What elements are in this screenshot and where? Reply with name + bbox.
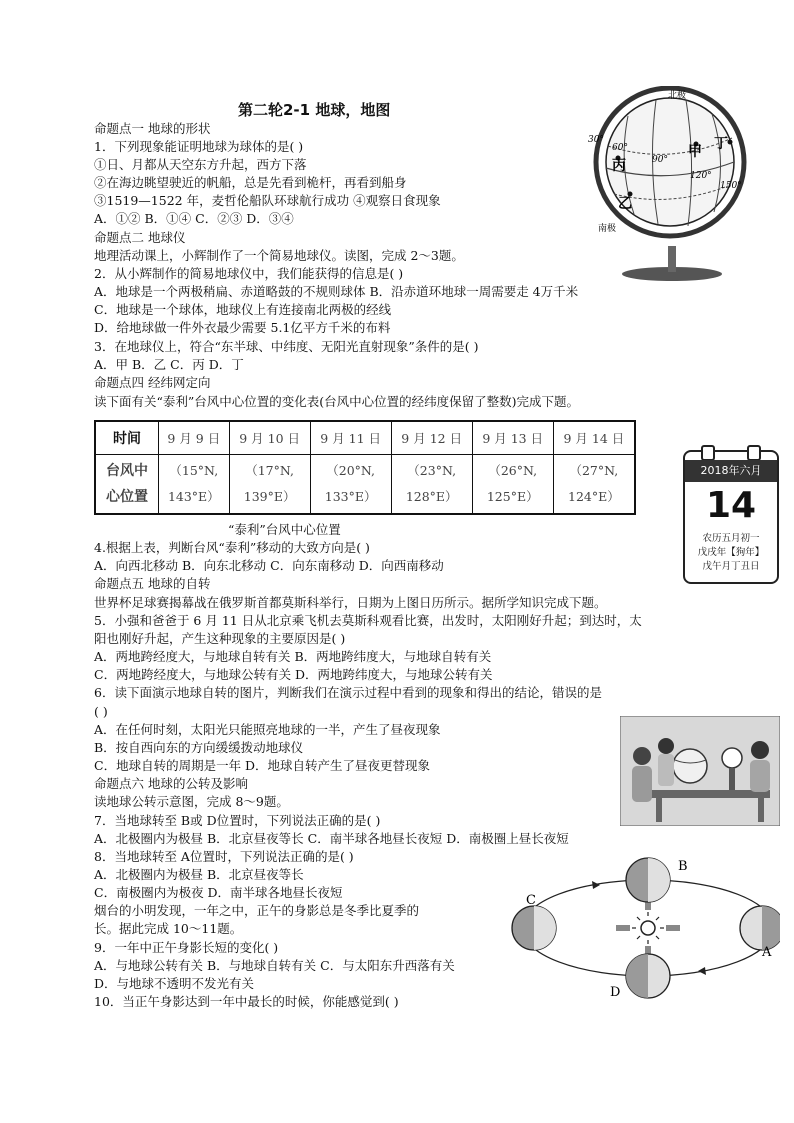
student-icon bbox=[658, 738, 674, 754]
table-date-cell: 9 月 10 日 bbox=[229, 421, 310, 455]
south-pole-label: 南极 bbox=[598, 224, 617, 234]
position-label-d: D bbox=[610, 985, 621, 1000]
question-text: 10．当正午身影达到一年中最长的时候，你能感觉到( ) bbox=[94, 994, 399, 1009]
table-position-cell: （17°N, 139°E） bbox=[229, 455, 310, 515]
table-position-cell: （20°N, 133°E） bbox=[310, 455, 391, 515]
answer-choices: A．①② B．①④ C．②③ D．③④ bbox=[94, 211, 294, 226]
calendar-header: 2018年六月 bbox=[685, 460, 777, 482]
answer-choices: A．北极圈内为极昼 B．北京昼夜等长 C．南半球各地昼长夜短 D．南极圈上昼长夜短 bbox=[94, 831, 569, 846]
calendar-lunar-date: 农历五月初一 bbox=[702, 533, 760, 544]
page-title: 第二轮2-1 地球，地图 bbox=[238, 101, 391, 119]
answer-choices: C．南极圈内为极夜 D．南半球各地昼长夜短 bbox=[94, 885, 343, 900]
calendar-ring bbox=[747, 445, 761, 461]
option-text: ①日、月都从天空东方升起，西方下落 bbox=[94, 157, 307, 172]
demo-globe-icon bbox=[673, 749, 707, 783]
answer-choices: A．向西北移动 B．向东北移动 C．向东南移动 D．向西南移动 bbox=[94, 558, 444, 573]
demo-table bbox=[650, 790, 770, 798]
calendar-figure bbox=[683, 450, 779, 584]
answer-choices: A．地球是一个两极稍扁、赤道略鼓的不规则球体 B．沿赤道环地球一周需要走 4万千米 bbox=[94, 284, 579, 299]
place-label-bing: 丙 bbox=[612, 158, 626, 174]
answer-choices: A．在任何时刻，太阳光只能照亮地球的一半，产生了昼夜现象 bbox=[94, 722, 441, 737]
section-heading: 命题点二 地球仪 bbox=[94, 230, 186, 245]
table-date-cell: 9 月 11 日 bbox=[310, 421, 391, 455]
longitude-label: 150° bbox=[720, 181, 742, 191]
earth-position-a bbox=[740, 906, 780, 950]
answer-choices: A．两地跨经度大，与地球自转有关 B．两地跨纬度大，与地球自转有关 bbox=[94, 649, 492, 664]
section-heading: 命题点一 地球的形状 bbox=[94, 121, 211, 136]
north-pole-label: 北极 bbox=[668, 91, 687, 101]
answer-choices: C．地球自转的周期是一年 D．地球自转产生了昼夜更替现象 bbox=[94, 758, 431, 773]
answer-choices: A．与地球公转有关 B．与地球自转有关 C．与太阳东升西落有关 bbox=[94, 958, 455, 973]
answer-choices: B．按自西向东的方向缓缓拨动地球仪 bbox=[94, 740, 304, 755]
earth-position-d bbox=[626, 954, 670, 998]
sun-icon bbox=[641, 921, 655, 935]
answer-choices: A．北极圈内为极昼 B．北京昼夜等长 bbox=[94, 867, 304, 882]
answer-choices: A．甲 B．乙 C．丙 D．丁 bbox=[94, 357, 244, 372]
table-position-cell: （26°N, 125°E） bbox=[472, 455, 553, 515]
answer-choices: C．地球是一个球体，地球仪上有连接南北两极的经线 bbox=[94, 302, 392, 317]
question-text: 3．在地球仪上，符合“东半球、中纬度、无阳光直射现象”条件的是( ) bbox=[94, 339, 479, 354]
earth-position-b bbox=[626, 858, 670, 902]
position-label-a: A bbox=[762, 945, 772, 960]
typhoon-table bbox=[94, 420, 636, 515]
question-text: 6．读下面演示地球自转的图片，判断我们在演示过程中看到的现象和得出的结论，错误的是 bbox=[94, 685, 602, 700]
answer-choices: D．与地球不透明不发光有关 bbox=[94, 976, 255, 991]
passage-text: 地理活动课上，小辉制作了一个简易地球仪。读图，完成 2～3题。 bbox=[94, 248, 464, 263]
longitude-label: 120° bbox=[690, 171, 712, 181]
question-text: 7．当地球转至 B或 D位置时，下列说法正确的是( ) bbox=[94, 813, 381, 828]
table-position-cell: （15°N, 143°E） bbox=[159, 455, 230, 515]
section-heading: 命题点六 地球的公转及影响 bbox=[94, 776, 248, 791]
question-text: 5．小强和爸爸于 6 月 11 日从北京乘飞机去莫斯科观看比赛，出发时，太阳刚好升起；到达时，太 bbox=[94, 613, 642, 628]
section-heading: 命题点五 地球的自转 bbox=[94, 576, 211, 591]
earth-orbit-diagram bbox=[500, 852, 780, 1000]
table-date-cell: 9 月 13 日 bbox=[472, 421, 553, 455]
question-text: ( ) bbox=[94, 704, 108, 719]
answer-choices: D．给地球做一件外衣最少需要 5.1亿平方千米的布料 bbox=[94, 320, 391, 335]
question-text: 8．当地球转至 A位置时，下列说法正确的是( ) bbox=[94, 849, 354, 864]
table-position-cell: （23°N, 128°E） bbox=[391, 455, 472, 515]
table-position-cell: （27°N, 124°E） bbox=[553, 455, 635, 515]
place-label-yi: 乙 bbox=[618, 196, 632, 212]
student-icon bbox=[633, 747, 651, 765]
question-text: 9．一年中正午身影长短的变化( ) bbox=[94, 940, 279, 955]
student-icon bbox=[751, 741, 769, 759]
section-heading: 命题点四 经纬网定向 bbox=[94, 375, 211, 390]
place-label-jia: 甲 bbox=[688, 144, 702, 160]
longitude-label: 60° bbox=[612, 143, 628, 153]
question-text: 1．下列现象能证明地球为球体的是( ) bbox=[94, 139, 304, 154]
lamp-icon bbox=[722, 748, 742, 768]
passage-text: 长。据此完成 10～11题。 bbox=[94, 921, 243, 936]
place-label-ding: 丁 bbox=[714, 136, 728, 152]
passage-text: 读地球公转示意图，完成 8～9题。 bbox=[94, 794, 289, 809]
table-date-cell: 9 月 12 日 bbox=[391, 421, 472, 455]
table-header-position: 台风中 心位置 bbox=[95, 455, 159, 515]
calendar-year-text: 戊戌年【狗年】 bbox=[697, 547, 765, 558]
question-text: 4.根据上表，判断台风“泰利”移动的大致方向是( ) bbox=[94, 540, 370, 555]
table-header-time: 时间 bbox=[95, 421, 159, 455]
question-text: 2．从小辉制作的简易地球仪中，我们能获得的信息是( ) bbox=[94, 266, 404, 281]
calendar-month-text: 戊午月丁丑日 bbox=[702, 561, 760, 572]
table-date-cell: 9 月 9 日 bbox=[159, 421, 230, 455]
rotation-demo-illustration bbox=[620, 716, 780, 826]
calendar-ring bbox=[701, 445, 715, 461]
passage-text: 世界杯足球赛揭幕战在俄罗斯首都莫斯科举行，日期为上图日历所示。据所学知识完成下题。 bbox=[94, 595, 607, 610]
passage-text: 烟台的小明发现，一年之中，正午的身影总是冬季比夏季的 bbox=[94, 903, 420, 918]
position-label-b: B bbox=[678, 859, 688, 874]
longitude-label: 90° bbox=[652, 155, 668, 165]
answer-choices: C．两地跨经度大，与地球公转有关 D．两地跨纬度大，与地球公转有关 bbox=[94, 667, 493, 682]
passage-text: 读下面有关“泰利”台风中心位置的变化表(台风中心位置的经纬度保留了整数)完成下题。 bbox=[94, 394, 580, 409]
globe-figure bbox=[578, 86, 754, 282]
globe-stand bbox=[668, 246, 676, 272]
option-text: ②在海边眺望驶近的帆船，总是先看到桅杆，再看到船身 bbox=[94, 175, 407, 190]
earth-position-c bbox=[512, 906, 556, 950]
question-text: 阳也刚好升起，产生这种现象的主要原因是( ) bbox=[94, 631, 346, 646]
table-caption: “泰利”台风中心位置 bbox=[228, 522, 341, 537]
table-date-cell: 9 月 14 日 bbox=[553, 421, 635, 455]
position-label-c: C bbox=[526, 893, 536, 908]
calendar-day: 14 bbox=[705, 485, 757, 526]
longitude-label: 30° bbox=[588, 135, 604, 145]
option-text: ③1519—1522 年，麦哲伦船队环球航行成功 ④观察日食现象 bbox=[94, 193, 441, 208]
